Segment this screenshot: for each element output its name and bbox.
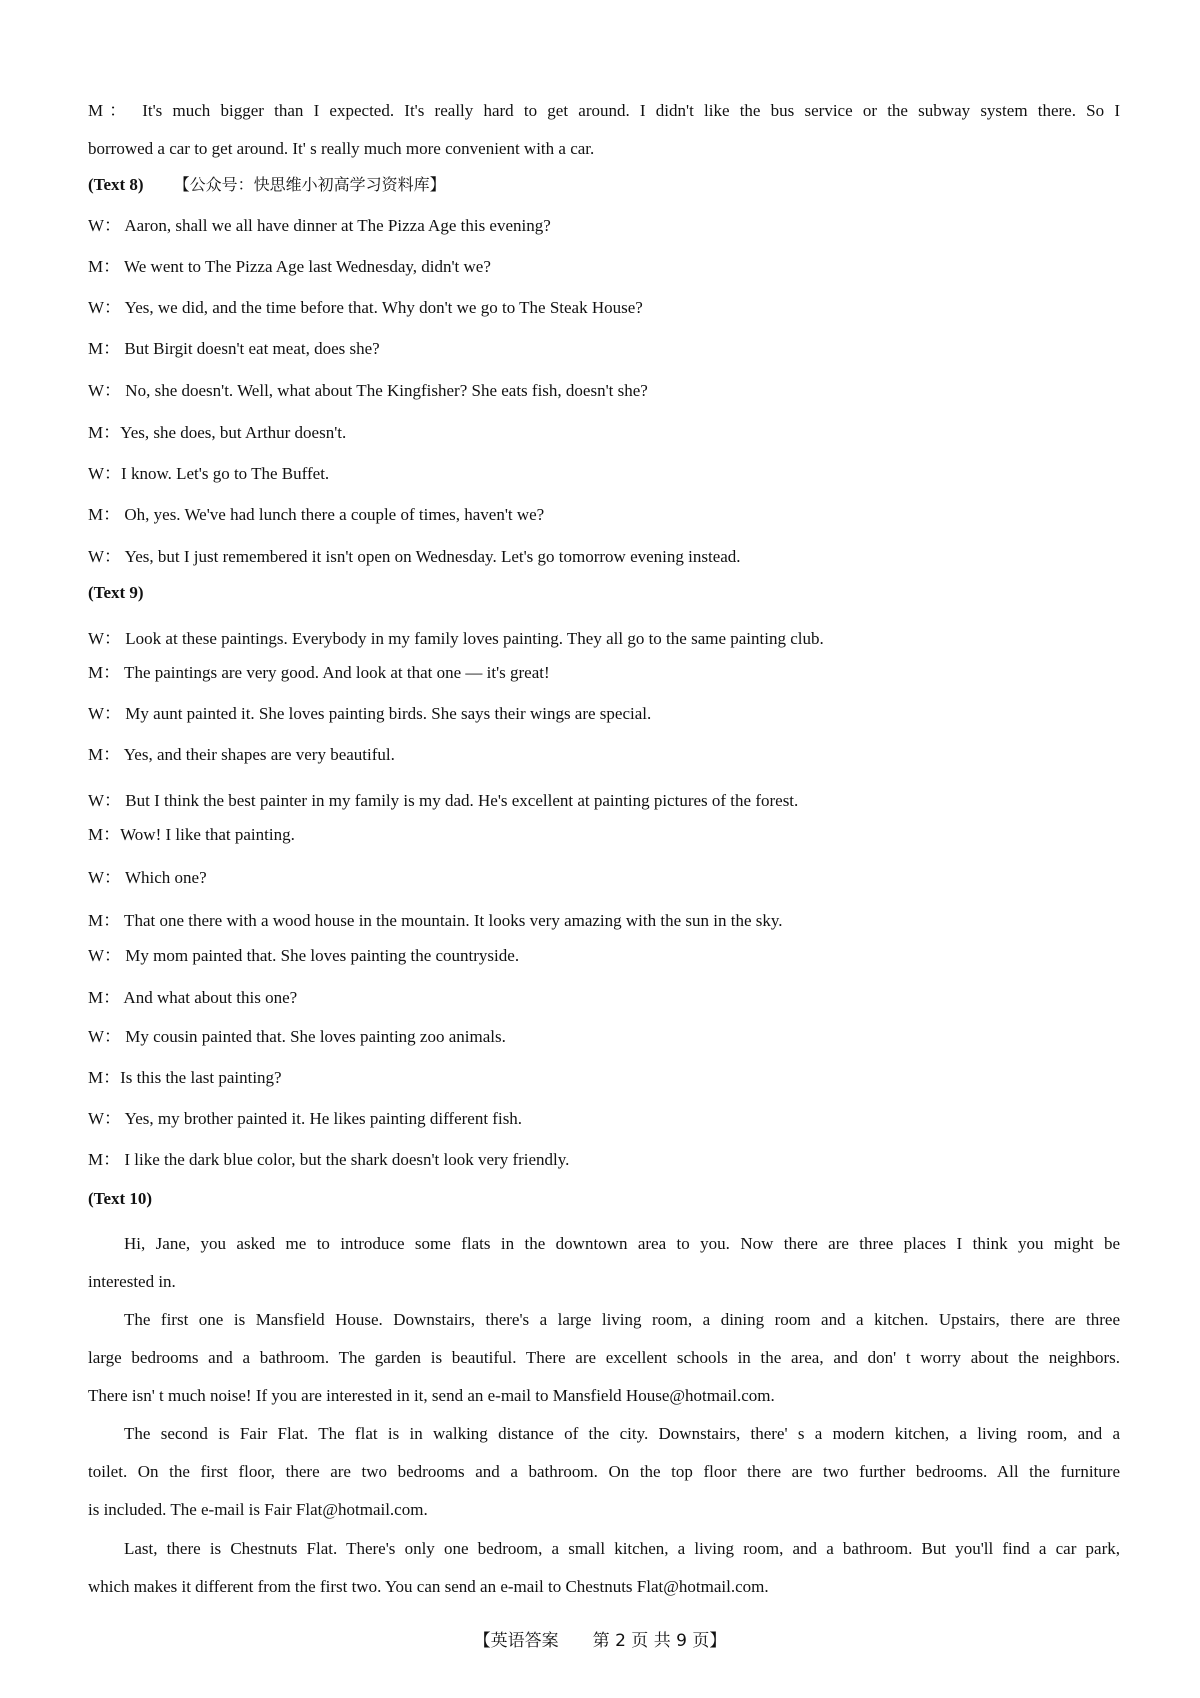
dialogue-line: W： Yes, we did, and the time before that. Why don't we go to The Steak House? (88, 298, 643, 317)
dialogue-line: M： We went to The Pizza Age last Wednesday, didn't we? (88, 257, 491, 276)
dialogue-line: W：I know. Let's go to The Buffet. (88, 464, 330, 483)
dialogue-line: W： Yes, but I just remembered it isn't open on Wednesday. Let's go tomorrow evening instead. (88, 547, 741, 566)
dialogue-line: W： No, she doesn't. Well, what about The Kingfisher? She eats fish, doesn't she? (88, 381, 648, 400)
paragraph-line: There isn' t much noise! If you are interested in it, send an e-mail to Mansfield House@hotmail.com. (88, 1386, 775, 1405)
dialogue-line: M：Wow! I like that painting. (88, 825, 295, 844)
source-note: 【公众号：快思维小初高学习资料库】 (173, 175, 446, 194)
dialogue-line: M： Yes, and their shapes are very beautiful. (88, 745, 395, 764)
dialogue-line: W： My aunt painted it. She loves painting birds. She says their wings are special. (88, 704, 652, 723)
dialogue-line: M：Is this the last painting? (88, 1068, 282, 1087)
paragraph-line: The second is Fair Flat. The flat is in walking distance of the city. Downstairs, there' s a modern kitchen, a living room, and a (124, 1424, 1120, 1443)
dialogue-line: M： That one there with a wood house in the mountain. It looks very amazing with the sun in the sky. (88, 911, 783, 930)
dialogue-line: W： My mom painted that. She loves painting the countryside. (88, 946, 520, 965)
section-heading-text8 (88, 174, 446, 196)
dialogue-line: M： But Birgit doesn't eat meat, does she? (88, 339, 380, 358)
dialogue-line: M：Yes, she does, but Arthur doesn't. (88, 423, 347, 442)
page-footer: 【英语答案 第 2 页 共 9 页】 (473, 1631, 727, 1651)
dialogue-line: M： I like the dark blue color, but the shark doesn't look very friendly. (88, 1150, 570, 1169)
section-heading-text9: (Text 9) (88, 583, 144, 602)
section-heading-text10: (Text 10) (88, 1189, 153, 1208)
dialogue-line: M： It's much bigger than I expected. It's really hard to get around. I didn't like the bus service or the subway system there. So I (88, 101, 1120, 120)
paragraph-line: large bedrooms and a bathroom. The garden is beautiful. There are excellent schools in the area, and don' t worry about the neighbors. (88, 1348, 1120, 1367)
heading-label: (Text 8) (88, 175, 144, 194)
dialogue-line: M： And what about this one? (88, 988, 298, 1007)
paragraph-line: which makes it different from the first two. You can send an e-mail to Chestnuts Flat@hotmail.com. (88, 1577, 769, 1596)
paragraph-line: The first one is Mansfield House. Downstairs, there's a large living room, a dining room and a kitchen. Upstairs, there are three (124, 1310, 1120, 1329)
dialogue-line: M： The paintings are very good. And look at that one — it's great! (88, 663, 550, 682)
paragraph-line: interested in. (88, 1272, 176, 1291)
dialogue-line: W： But I think the best painter in my family is my dad. He's excellent at painting pictures of the forest. (88, 791, 799, 810)
paragraph-line: Hi, Jane, you asked me to introduce some flats in the downtown area to you. Now there are three places I think you might be (124, 1234, 1120, 1253)
dialogue-line: W： Look at these paintings. Everybody in my family loves painting. They all go to the same painting club. (88, 629, 824, 648)
paragraph-line: Last, there is Chestnuts Flat. There's only one bedroom, a small kitchen, a living room, and a bathroom. But you'll find a car park, (124, 1539, 1120, 1558)
dialogue-line: W： Yes, my brother painted it. He likes painting different fish. (88, 1109, 523, 1128)
dialogue-line: W： My cousin painted that. She loves painting zoo animals. (88, 1027, 506, 1046)
dialogue-line: W： Which one? (88, 868, 207, 887)
paragraph-line: is included. The e-mail is Fair Flat@hotmail.com. (88, 1500, 428, 1519)
paragraph-line: toilet. On the first floor, there are two bedrooms and a bathroom. On the top floor there are two further bedrooms. All the furniture (88, 1462, 1120, 1481)
dialogue-line: M： Oh, yes. We've had lunch there a couple of times, haven't we? (88, 505, 545, 524)
dialogue-line: W： Aaron, shall we all have dinner at The Pizza Age this evening? (88, 216, 551, 235)
dialogue-line: borrowed a car to get around. It' s really much more convenient with a car. (88, 139, 595, 158)
